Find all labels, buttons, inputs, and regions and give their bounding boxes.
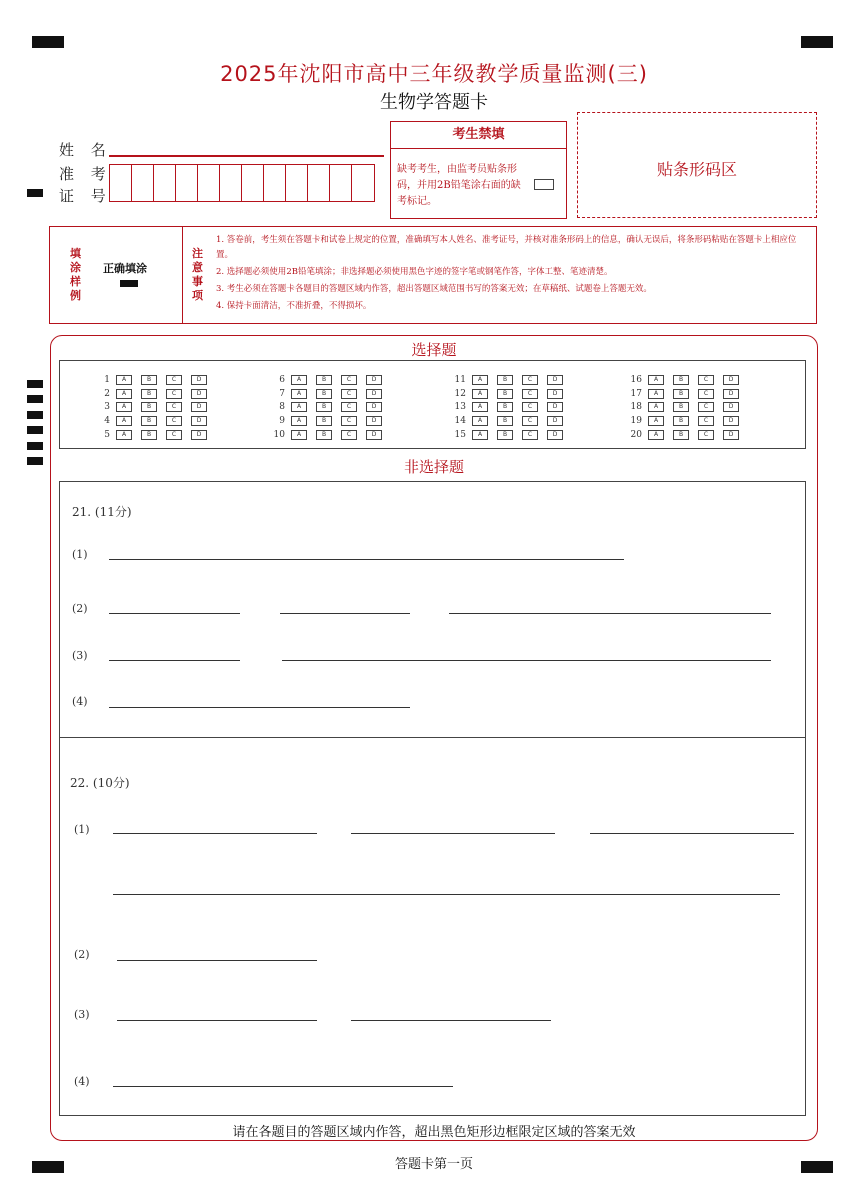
mc-question-row: [628, 414, 748, 427]
correct-fill-label: 正确填涂: [103, 262, 147, 275]
q22-answer-line[interactable]: [117, 960, 317, 961]
mc-option-bubble[interactable]: A: [472, 389, 488, 399]
mc-option-bubble[interactable]: C: [698, 430, 714, 440]
side-mark: [27, 426, 43, 434]
mc-section-title: 选择题: [411, 341, 457, 359]
mc-option-bubble[interactable]: B: [497, 416, 513, 426]
q22-part-label: (3): [74, 1008, 90, 1021]
q21-answer-line[interactable]: [109, 660, 240, 661]
mc-option-bubble[interactable]: B: [141, 430, 157, 440]
q21-part-label: (2): [72, 602, 88, 615]
mc-option-bubble[interactable]: A: [116, 375, 132, 385]
instructions-box: [49, 226, 817, 324]
notes-label: 注意事项: [192, 247, 203, 302]
mc-option-bubble[interactable]: C: [341, 416, 357, 426]
q22-title: 22. (10分): [70, 776, 130, 790]
mc-option-bubble[interactable]: D: [547, 402, 563, 412]
corner-mark-top-left: [32, 36, 64, 48]
page-number: 答题卡第一页: [394, 1157, 473, 1172]
mc-question-number: 10: [273, 429, 285, 440]
mc-option-bubble[interactable]: A: [648, 430, 664, 440]
absent-mark[interactable]: [534, 179, 554, 190]
mc-option-bubble[interactable]: D: [723, 375, 739, 385]
q22-answer-line[interactable]: [351, 1020, 551, 1021]
mc-option-bubble[interactable]: A: [648, 389, 664, 399]
q21-part-label: (1): [72, 548, 88, 561]
mc-option-bubble[interactable]: A: [648, 416, 664, 426]
mc-option-bubble[interactable]: A: [472, 430, 488, 440]
mc-question-row: [452, 428, 572, 441]
mc-option-bubble[interactable]: C: [698, 402, 714, 412]
mc-option-bubble[interactable]: C: [522, 430, 538, 440]
q21-answer-line[interactable]: [282, 660, 771, 661]
mc-question-number: 17: [630, 388, 642, 399]
q22-answer-line[interactable]: [590, 833, 794, 834]
side-mark: [27, 411, 43, 419]
mc-option-bubble[interactable]: C: [166, 416, 182, 426]
mc-option-bubble[interactable]: C: [166, 430, 182, 440]
page-title: 2025年沈阳市高中三年级教学质量监测(三): [220, 62, 648, 86]
mc-option-bubble[interactable]: D: [366, 416, 382, 426]
q22-answer-line[interactable]: [351, 833, 555, 834]
mc-option-bubble[interactable]: C: [341, 402, 357, 412]
q21-answer-line[interactable]: [449, 613, 771, 614]
mc-option-bubble[interactable]: B: [673, 416, 689, 426]
q21-answer-line[interactable]: [109, 559, 624, 560]
mc-question-number: 5: [104, 429, 110, 440]
mc-question-number: 4: [104, 415, 110, 426]
q21-answer-line[interactable]: [280, 613, 410, 614]
mc-question-row: [452, 387, 572, 400]
q21-title: 21. (11分): [72, 505, 132, 519]
fill-sample-label: 填涂样例: [70, 247, 81, 302]
mc-question-row: [628, 373, 748, 386]
mc-option-bubble[interactable]: A: [291, 416, 307, 426]
mc-option-bubble[interactable]: C: [698, 416, 714, 426]
q22-answer-line[interactable]: [113, 1086, 453, 1087]
mc-option-bubble[interactable]: C: [698, 375, 714, 385]
absent-box: [390, 121, 567, 219]
mc-question-row: [271, 387, 391, 400]
mc-question-number: 14: [454, 415, 466, 426]
mc-option-bubble[interactable]: D: [723, 389, 739, 399]
mc-option-bubble[interactable]: C: [166, 375, 182, 385]
mc-question-number: 1: [104, 374, 110, 385]
q21-area: [59, 481, 806, 738]
mc-option-bubble[interactable]: D: [191, 389, 207, 399]
mc-question-number: 6: [279, 374, 285, 385]
mc-question-number: 20: [630, 429, 642, 440]
note-item: 4. 保持卡面清洁，不准折叠，不得损坏。: [216, 301, 372, 311]
q21-answer-line[interactable]: [109, 707, 410, 708]
mc-option-bubble[interactable]: B: [316, 389, 332, 399]
mc-question-row: [628, 387, 748, 400]
side-mark: [27, 442, 43, 450]
mc-question-row: [628, 400, 748, 413]
page-subtitle: 生物学答题卡: [380, 92, 488, 113]
mc-option-bubble[interactable]: A: [291, 389, 307, 399]
mc-question-row: [96, 428, 216, 441]
mc-question-row: [271, 414, 391, 427]
correct-fill-sample: [120, 280, 138, 287]
mc-option-bubble[interactable]: A: [472, 375, 488, 385]
q22-area: [59, 737, 806, 1116]
mc-option-bubble[interactable]: A: [648, 402, 664, 412]
mc-option-bubble[interactable]: B: [673, 389, 689, 399]
mc-option-bubble[interactable]: C: [522, 375, 538, 385]
mc-option-bubble[interactable]: A: [648, 375, 664, 385]
mc-option-bubble[interactable]: D: [723, 416, 739, 426]
mc-option-bubble[interactable]: C: [341, 430, 357, 440]
mc-option-bubble[interactable]: A: [116, 430, 132, 440]
mc-option-bubble[interactable]: A: [472, 402, 488, 412]
mc-question-row: [271, 373, 391, 386]
mc-option-bubble[interactable]: A: [291, 430, 307, 440]
mc-question-row: [96, 387, 216, 400]
barcode-label: 贴条形码区: [656, 160, 737, 179]
exam-id-label-1: 准 考: [59, 165, 112, 183]
mc-question-row: [271, 428, 391, 441]
mc-question-row: [96, 373, 216, 386]
mc-option-bubble[interactable]: D: [547, 430, 563, 440]
non-mc-section-title: 非选择题: [403, 458, 464, 476]
mc-option-bubble[interactable]: B: [497, 402, 513, 412]
mc-question-number: 8: [279, 401, 285, 412]
mc-option-bubble[interactable]: C: [522, 402, 538, 412]
mc-option-bubble[interactable]: B: [497, 375, 513, 385]
mc-option-bubble[interactable]: D: [191, 402, 207, 412]
name-label: 姓 名: [59, 141, 112, 159]
exam-id-label-2: 证 号: [59, 187, 112, 205]
mc-option-bubble[interactable]: B: [673, 375, 689, 385]
mc-option-bubble[interactable]: C: [166, 389, 182, 399]
mc-option-bubble[interactable]: D: [723, 430, 739, 440]
absent-text: 缺考考生，由监考员贴条形码，并用2B铅笔涂右面的缺考标记。: [397, 164, 521, 207]
q22-part-label: (1): [74, 823, 90, 836]
mc-option-bubble[interactable]: B: [497, 389, 513, 399]
q22-part-label: (4): [74, 1075, 90, 1088]
mc-option-bubble[interactable]: D: [547, 416, 563, 426]
mc-option-bubble[interactable]: D: [366, 430, 382, 440]
mc-question-row: [452, 414, 572, 427]
mc-question-number: 18: [630, 401, 642, 412]
q22-answer-line[interactable]: [113, 833, 317, 834]
q22-answer-line[interactable]: [113, 894, 780, 895]
mc-option-bubble[interactable]: B: [673, 430, 689, 440]
mc-option-bubble[interactable]: C: [522, 389, 538, 399]
mc-option-bubble[interactable]: D: [723, 402, 739, 412]
mc-option-bubble[interactable]: D: [366, 389, 382, 399]
name-field[interactable]: [109, 155, 384, 157]
note-item: 3. 考生必须在答题卡各题目的答题区域内作答，超出答题区域范围书写的答案无效；在草稿纸、试题卷上答题无效。: [216, 284, 652, 294]
mc-option-bubble[interactable]: D: [366, 402, 382, 412]
mc-option-bubble[interactable]: B: [673, 402, 689, 412]
mc-question-number: 9: [279, 415, 285, 426]
mc-option-bubble[interactable]: B: [497, 430, 513, 440]
mc-option-bubble[interactable]: B: [141, 389, 157, 399]
mc-question-number: 11: [454, 374, 466, 385]
side-mark: [27, 395, 43, 403]
mc-option-bubble[interactable]: B: [316, 402, 332, 412]
q22-part-label: (2): [74, 948, 90, 961]
mc-option-bubble[interactable]: B: [141, 375, 157, 385]
side-mark: [27, 457, 43, 465]
mc-question-number: 19: [630, 415, 642, 426]
mc-option-bubble[interactable]: B: [316, 416, 332, 426]
mc-option-bubble[interactable]: D: [366, 375, 382, 385]
absent-title: 考生禁填: [391, 122, 566, 149]
mc-option-bubble[interactable]: C: [522, 416, 538, 426]
mc-question-number: 16: [630, 374, 642, 385]
corner-mark-top-right: [801, 36, 833, 48]
mc-question-row: [628, 428, 748, 441]
mc-option-bubble[interactable]: B: [141, 416, 157, 426]
mc-question-row: [96, 414, 216, 427]
mc-question-number: 13: [454, 401, 466, 412]
mc-option-bubble[interactable]: D: [191, 416, 207, 426]
mc-option-bubble[interactable]: C: [341, 389, 357, 399]
q21-part-label: (3): [72, 649, 88, 662]
mc-question-number: 3: [104, 401, 110, 412]
divider: [182, 227, 183, 323]
mc-option-bubble[interactable]: C: [166, 402, 182, 412]
mc-option-bubble[interactable]: D: [547, 389, 563, 399]
q22-answer-line[interactable]: [117, 1020, 317, 1021]
mc-question-number: 12: [454, 388, 466, 399]
notes-list: [216, 233, 812, 314]
mc-question-number: 15: [454, 429, 466, 440]
mc-question-row: [96, 400, 216, 413]
side-mark: [27, 189, 43, 197]
mc-option-bubble[interactable]: C: [341, 375, 357, 385]
exam-id-cells[interactable]: [109, 164, 375, 202]
mc-option-bubble[interactable]: A: [472, 416, 488, 426]
mc-question-row: [452, 400, 572, 413]
mc-question-number: 2: [104, 388, 110, 399]
mc-option-bubble[interactable]: D: [191, 430, 207, 440]
q21-part-label: (4): [72, 695, 88, 708]
side-mark: [27, 380, 43, 388]
mc-question-row: [271, 400, 391, 413]
mc-option-bubble[interactable]: A: [291, 402, 307, 412]
mc-question-row: [452, 373, 572, 386]
mc-option-bubble[interactable]: A: [116, 402, 132, 412]
mc-question-number: 7: [279, 388, 285, 399]
barcode-area: [577, 112, 817, 218]
mc-option-bubble[interactable]: B: [316, 430, 332, 440]
mc-option-bubble[interactable]: A: [291, 375, 307, 385]
q21-answer-line[interactable]: [109, 613, 240, 614]
mc-option-bubble[interactable]: D: [547, 375, 563, 385]
mc-option-bubble[interactable]: A: [116, 389, 132, 399]
mc-option-bubble[interactable]: B: [141, 402, 157, 412]
mc-option-bubble[interactable]: D: [191, 375, 207, 385]
note-item: 1. 答卷前，考生须在答题卡和试卷上规定的位置，准确填写本人姓名、准考证号，并核对准条形码上的信息，确认无误后，将条形码粘贴在答题卡上相应位置。: [216, 235, 797, 260]
mc-option-bubble[interactable]: C: [698, 389, 714, 399]
mc-option-bubble[interactable]: A: [116, 416, 132, 426]
footer-warning: 请在各题目的答题区域内作答，超出黑色矩形边框限定区域的答案无效: [232, 1125, 636, 1140]
note-item: 2. 选择题必须使用2B铅笔填涂；非选择题必须使用黑色字迹的签字笔或钢笔作答，字体工整、笔迹清楚。: [216, 267, 613, 277]
mc-option-bubble[interactable]: B: [316, 375, 332, 385]
